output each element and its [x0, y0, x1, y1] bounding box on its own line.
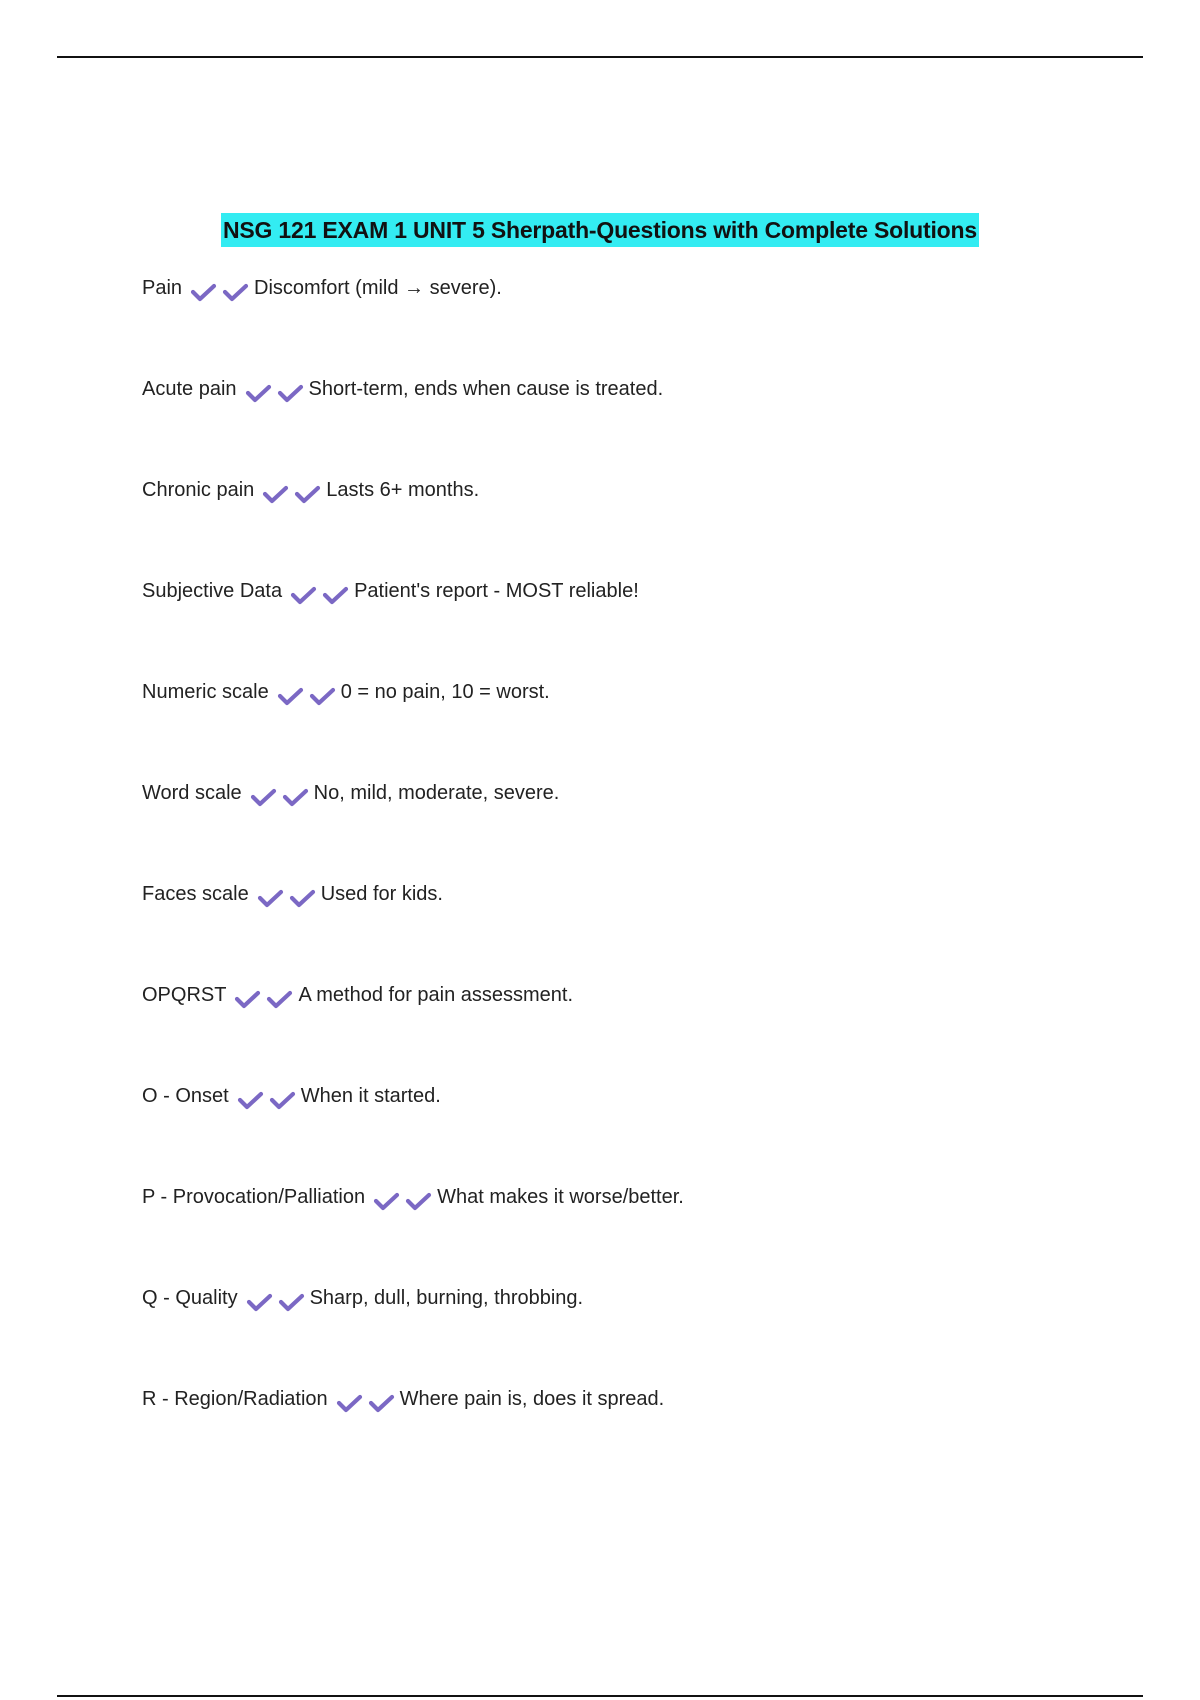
checkmark-icon: [250, 778, 277, 810]
footer-rule: [57, 1695, 1143, 1697]
entry-term: Pain: [142, 277, 183, 299]
qa-entry: [142, 373, 1142, 474]
checkmark-icon: [322, 576, 349, 608]
qa-entry: [142, 979, 1142, 1080]
qa-list: [142, 272, 1142, 1484]
checkmark-icon: [290, 576, 317, 608]
checkmark-icon: [237, 1081, 264, 1113]
checkmark-icon: [277, 374, 304, 406]
entry-definition: What makes it worse/better.: [437, 1186, 684, 1208]
checkmark-icon: [278, 1283, 305, 1315]
qa-entry: [142, 575, 1142, 676]
entry-term: Word scale: [142, 782, 242, 804]
document-title: NSG 121 EXAM 1 UNIT 5 Sherpath-Questions with Complete Solutions: [221, 213, 979, 247]
checkmark-icon: [294, 475, 321, 507]
entry-definition: Short-term, ends when cause is treated.: [308, 378, 664, 400]
entry-term: P - Provocation/Palliation: [142, 1186, 366, 1208]
entry-definition: No, mild, moderate, severe.: [313, 782, 560, 804]
entry-term: O - Onset: [142, 1085, 229, 1107]
entry-definition: Sharp, dull, burning, throbbing.: [309, 1287, 584, 1309]
entry-definition: Patient's report - MOST reliable!: [354, 580, 639, 602]
qa-entry: [142, 676, 1142, 777]
qa-entry: [142, 1383, 1142, 1484]
checkmark-icon: [282, 778, 309, 810]
qa-entry: [142, 1080, 1142, 1181]
checkmark-icon: [266, 980, 293, 1012]
entry-definition: 0 = no pain, 10 = worst.: [340, 681, 550, 703]
checkmark-icon: [222, 273, 249, 305]
checkmark-icon: [246, 1283, 273, 1315]
qa-entry: [142, 777, 1142, 878]
entry-term: OPQRST: [142, 984, 227, 1006]
entry-definition: When it started.: [300, 1085, 441, 1107]
entry-term: Chronic pain: [142, 479, 255, 501]
checkmark-icon: [336, 1384, 363, 1416]
entry-term: R - Region/Radiation: [142, 1388, 328, 1410]
entry-term: Acute pain: [142, 378, 237, 400]
checkmark-icon: [257, 879, 284, 911]
checkmark-icon: [269, 1081, 296, 1113]
qa-entry: [142, 272, 1142, 373]
checkmark-icon: [368, 1384, 395, 1416]
checkmark-icon: [289, 879, 316, 911]
entry-definition: A method for pain assessment.: [298, 984, 574, 1006]
checkmark-icon: [245, 374, 272, 406]
entry-term: Q - Quality: [142, 1287, 238, 1309]
checkmark-icon: [234, 980, 261, 1012]
entry-definition: Discomfort (mild → severe).: [254, 277, 502, 299]
qa-entry: [142, 878, 1142, 979]
header-rule: [57, 56, 1143, 58]
entry-definition: Where pain is, does it spread.: [399, 1388, 665, 1410]
checkmark-icon: [277, 677, 304, 709]
title-container: [0, 213, 1200, 247]
entry-term: Faces scale: [142, 883, 249, 905]
checkmark-icon: [190, 273, 217, 305]
checkmark-icon: [405, 1182, 432, 1214]
checkmark-icon: [309, 677, 336, 709]
qa-entry: [142, 1181, 1142, 1282]
entry-term: Numeric scale: [142, 681, 269, 703]
qa-entry: [142, 474, 1142, 575]
qa-entry: [142, 1282, 1142, 1383]
entry-definition: Lasts 6+ months.: [326, 479, 480, 501]
checkmark-icon: [262, 475, 289, 507]
entry-term: Subjective Data: [142, 580, 283, 602]
entry-definition: Used for kids.: [320, 883, 443, 905]
checkmark-icon: [373, 1182, 400, 1214]
